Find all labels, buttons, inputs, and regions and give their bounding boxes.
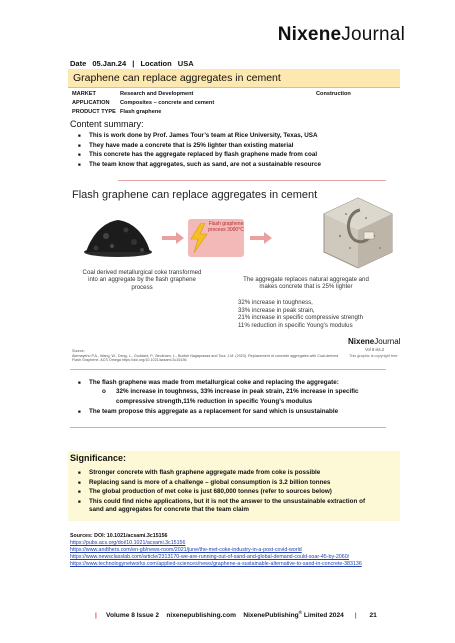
- sub-list-item-continued: compressive strength,11% reduction in specific Young’s modulus: [116, 398, 313, 405]
- divider: [70, 369, 386, 370]
- list-item: ■ The team propose this aggregate as a replacement for sand which is unsustainable: [78, 407, 338, 417]
- divider: [70, 427, 386, 428]
- stat-line: 33% increase in peak strain,: [238, 306, 315, 314]
- location-value: USA: [177, 59, 194, 68]
- footer-site[interactable]: nixenepublishing.com: [166, 612, 236, 620]
- figure-volume: Vol 8 iss.2: [365, 347, 385, 352]
- list-item: ■ Stronger concrete with flash graphene aggregate made from coke is possible: [78, 468, 365, 478]
- summary-heading: Content summary:: [70, 119, 144, 129]
- meta-value: Research and Development: [120, 91, 194, 97]
- meta-value-secondary: Construction: [316, 91, 351, 97]
- lightning-icon: [189, 223, 209, 253]
- source-link[interactable]: https://www.andthers.com/en-gb/news-room/2021/june/the-met-coke-industry-in-a-post-covid-world: [70, 546, 302, 553]
- footer-volume: Volume 8 Issue 2: [106, 612, 160, 620]
- sources-doi: DOI: 10.1021/acsami.3c15156: [94, 533, 168, 539]
- figure-copyright: This graphic is copyright free: [349, 354, 398, 358]
- brand-light: Journal: [341, 24, 405, 45]
- list-item: ■ The team know that aggregates, such as sand, are not a sustainable resource: [78, 160, 321, 170]
- page-footer: [95, 610, 377, 619]
- footer-registered: ®: [298, 610, 302, 615]
- meta-key: PRODUCT TYPE: [72, 109, 116, 115]
- concrete-block-image: [320, 196, 396, 270]
- journal-brand: [278, 24, 405, 46]
- footer-separator: |: [354, 612, 357, 620]
- detail-list-2: [78, 407, 338, 417]
- list-item: ■ The global production of met coke is just 680,000 tonnes (refer to sources below): [78, 487, 365, 497]
- footer-separator: |: [95, 612, 97, 620]
- divider: [118, 180, 386, 181]
- list-item: ■ The flash graphene was made from metallurgical coke and replacing the aggregate:: [78, 378, 339, 388]
- stat-line: 11% reduction in specific Young’s modulus: [238, 321, 353, 329]
- significance-heading: Significance:: [70, 453, 127, 463]
- article-title-bar: [68, 69, 400, 88]
- flash-process-box: [188, 219, 244, 257]
- brand-bold: Nixene: [277, 24, 342, 45]
- figure-caption-right: The aggregate replaces natural aggregate and makes concrete that is 25% lighter: [243, 276, 369, 291]
- dateline-separator: |: [132, 59, 135, 68]
- list-item-continued: sand and aggregates for concrete that the team claim: [89, 506, 249, 513]
- sub-bullet-icon: o: [102, 388, 106, 395]
- meta-value: Composites – concrete and cement: [120, 100, 215, 106]
- figure-brand-bold: Nixene: [348, 337, 375, 346]
- figure-source: Source: Alemayehu P.A., Wang, W., Deng, L., Goddard, P., Beckham, L., Budish Nagaprasad and Tour, J.M. (2023). Replacement of concrete aggregates with Coal-derived Flash Graphene. ACS Omega https://doi.org/10.1021/acsami.3c15156: [72, 349, 339, 363]
- article-title: Graphene can replace aggregates in cement: [73, 72, 281, 84]
- list-item: ■ They have made a concrete that is 25% lighter than existing material: [78, 141, 321, 151]
- location-label: Location: [140, 59, 172, 68]
- process-label: Flash graphene process 3000°C: [208, 221, 244, 233]
- dateline: [70, 59, 198, 68]
- stat-line: 21% increase in specific compressive strength: [238, 314, 363, 322]
- arrow-right-icon: [162, 232, 184, 244]
- meta-key: MARKET: [72, 91, 96, 97]
- figure-brand-light: Journal: [374, 337, 401, 346]
- list-item: ■ Replacing sand is more of a challenge – global consumption is 3.2 billion tonnes: [78, 478, 365, 488]
- footer-publisher: NixenePublishing: [243, 612, 299, 620]
- list-item: ■ This is work done by Prof. James Tour’s team at Rice University, Texas, USA: [78, 131, 321, 141]
- detail-list: [78, 378, 339, 388]
- arrow-right-icon: [250, 232, 272, 244]
- coal-pile-image: [82, 212, 154, 258]
- sources-block: [70, 533, 362, 568]
- date-label: Date: [70, 59, 87, 68]
- significance-list: [78, 468, 365, 506]
- meta-key: APPLICATION: [72, 100, 110, 106]
- figure-caption-left: Coal derived metallurgical coke transformed into an aggregate by the flash graphene process: [82, 269, 202, 291]
- summary-list: [78, 131, 321, 169]
- stat-line: 32% increase in toughness,: [238, 299, 313, 306]
- figure-brand: [348, 337, 400, 346]
- page-number: 21: [369, 612, 377, 620]
- source-link[interactable]: https://www.newsclasslab.com/article/2313170-we-are-running-out-of-sand-and-global-demand-could-soar-45-by-2060/: [70, 553, 350, 560]
- footer-year: Limited 2024: [303, 612, 344, 620]
- date-value: 05.Jan.24: [92, 59, 127, 68]
- sources-heading: Sources:: [70, 533, 93, 539]
- sub-list-item: [102, 388, 359, 395]
- figure-title: Flash graphene can replace aggregates in cement: [72, 189, 318, 201]
- source-link[interactable]: https://pubs.acs.org/doi/10.1021/acsami.3c15156: [70, 539, 186, 546]
- list-item: ■ This could find niche applications, but it is not the answer to the unsustainable extraction of: [78, 497, 365, 507]
- source-link[interactable]: https://www.technologynetworks.com/applied-sciences/news/graphene-a-sustainable-alternative-to-sand-in-concrete-383136: [70, 560, 362, 567]
- sub-item-text: 32% increase in toughness, 33% increase in peak strain, 21% increase in specific: [116, 388, 359, 395]
- figure-stats: [238, 299, 363, 329]
- meta-value: Flash graphene: [120, 109, 162, 115]
- list-item: ■ This concrete has the aggregate replaced by flash graphene made from coal: [78, 150, 321, 160]
